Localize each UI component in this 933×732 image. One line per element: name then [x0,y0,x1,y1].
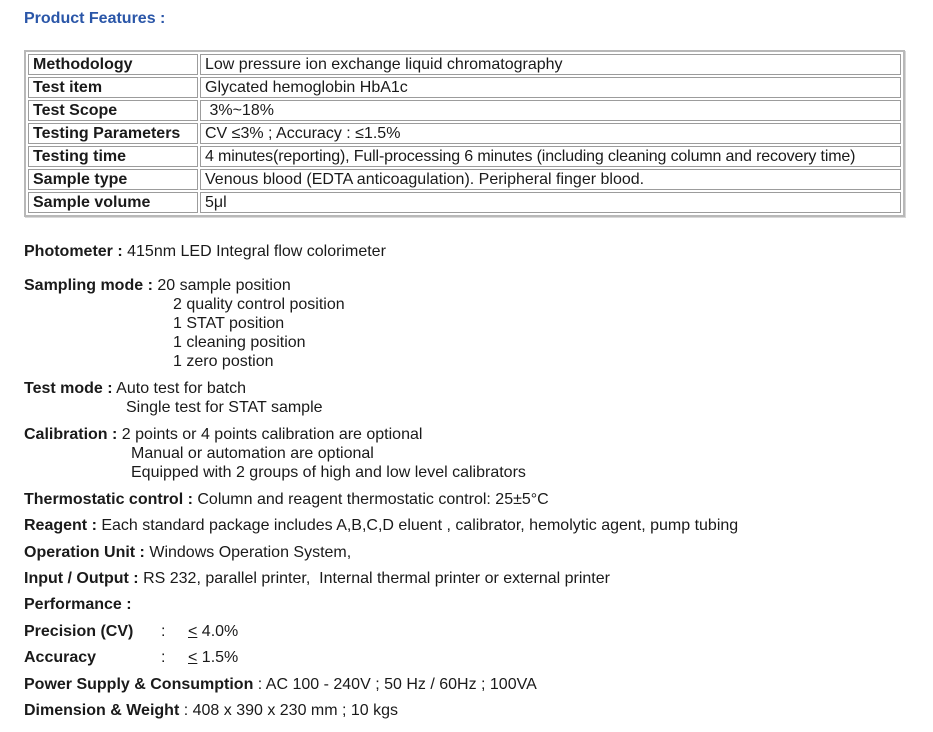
photometer-label: Photometer : [24,243,123,260]
table-row [28,100,901,121]
accuracy-value-line [188,648,238,667]
table-row [28,123,901,144]
operation-value: Windows Operation System, [149,544,352,561]
row-value: Low pressure ion exchange liquid chromatography [200,54,901,75]
less-equal-symbol: < [188,649,198,666]
precision-value: 4.0% [197,623,239,640]
sampling-mode-line [24,276,291,295]
row-label: Methodology [28,54,198,75]
dimension-value: : 408 x 390 x 230 mm ; 10 kgs [179,702,399,719]
calibration-value: 2 points or 4 points calibration are optional [121,426,423,443]
sampling-mode-label: Sampling mode : [24,277,153,294]
thermostatic-value: Column and reagent thermostatic control: 25±5°C [197,491,549,508]
photometer-line [24,242,386,261]
calibration-item: Equipped with 2 groups of high and low level calibrators [131,464,526,481]
accuracy-line [24,648,96,667]
row-value: 5μl [200,192,901,213]
less-equal-symbol: < [188,623,198,640]
calibration-line [24,425,422,444]
accuracy-label: Accuracy [24,649,97,666]
reagent-line [24,516,738,535]
spec-table [24,50,905,217]
precision-line [24,622,133,641]
accuracy-value: 1.5% [197,649,239,666]
table-row [28,169,901,190]
row-value: Glycated hemoglobin HbA1c [200,77,901,98]
table-row [28,146,901,167]
test-mode-item: Single test for STAT sample [126,399,323,416]
performance-label: Performance : [24,596,132,613]
sampling-mode-item: 1 zero postion [173,353,274,370]
operation-label: Operation Unit : [24,544,145,561]
calibration-label: Calibration : [24,426,118,443]
precision-label: Precision (CV) [24,623,134,640]
reagent-value: Each standard package includes A,B,C,D eluent , calibrator, hemolytic agent, pump tubing [101,517,739,534]
page-heading: Product Features : [24,10,166,27]
calibration-item: Manual or automation are optional [131,445,374,462]
thermostatic-label: Thermostatic control : [24,491,193,508]
row-label: Test item [28,77,198,98]
dimension-line [24,701,398,720]
test-mode-value: Auto test for batch [116,380,247,397]
photometer-value: 415nm LED Integral flow colorimeter [127,243,386,260]
row-value: Venous blood (EDTA anticoagulation). Peripheral finger blood. [200,169,901,190]
row-label: Testing Parameters [28,123,198,144]
thermostatic-line [24,490,549,509]
table-row [28,54,901,75]
power-label: Power Supply & Consumption [24,676,254,693]
sampling-mode-item: 2 quality control position [173,296,345,313]
io-label: Input / Output : [24,570,139,587]
performance-line [24,595,132,614]
operation-line [24,543,351,562]
row-value: 4 minutes(reporting), Full-processing 6 minutes (including cleaning column and recovery time) [200,146,901,167]
test-mode-label: Test mode : [24,380,113,397]
io-line [24,569,610,588]
power-line [24,675,537,694]
row-value: CV ≤3% ; Accuracy : ≤1.5% [200,123,901,144]
row-label: Testing time [28,146,198,167]
table-row [28,77,901,98]
table-row [28,192,901,213]
row-value: 3%~18% [200,100,901,121]
sampling-mode-item: 1 STAT position [173,315,285,332]
reagent-label: Reagent : [24,517,97,534]
row-label: Test Scope [28,100,198,121]
sampling-mode-value: 20 sample position [157,277,291,294]
test-mode-line [24,379,246,398]
power-value: : AC 100 - 240V ; 50 Hz / 60Hz ; 100VA [253,676,537,693]
accuracy-colon: : [161,649,166,666]
precision-colon: : [161,623,166,640]
sampling-mode-item: 1 cleaning position [173,334,306,351]
precision-value-line [188,622,238,641]
dimension-label: Dimension & Weight [24,702,180,719]
row-label: Sample type [28,169,198,190]
row-label: Sample volume [28,192,198,213]
io-value: RS 232, parallel printer, Internal thermal printer or external printer [143,570,610,587]
